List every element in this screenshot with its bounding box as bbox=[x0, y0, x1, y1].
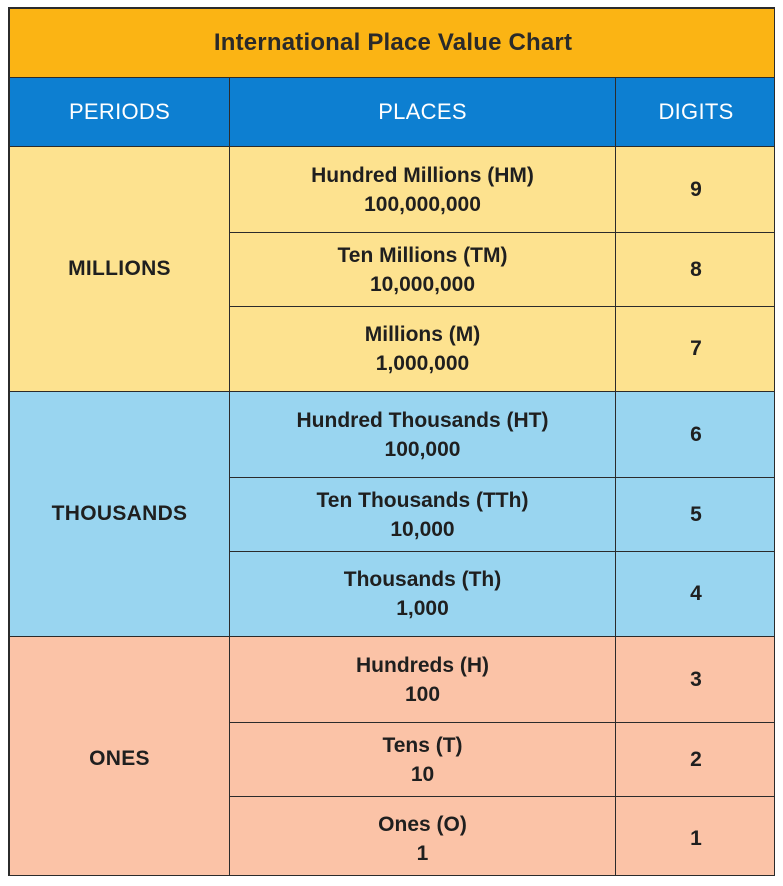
place-value: 10 bbox=[410, 762, 435, 786]
digit-cell: 9 bbox=[616, 147, 776, 233]
place-name: Hundred Millions (HM) bbox=[311, 163, 534, 187]
header-digits: DIGITS bbox=[616, 78, 776, 147]
digit-cell: 4 bbox=[616, 552, 776, 637]
place-value: 100,000,000 bbox=[364, 192, 481, 216]
place-cell bbox=[230, 723, 616, 797]
place-name: Hundred Thousands (HT) bbox=[296, 408, 549, 432]
digit-cell: 6 bbox=[616, 392, 776, 478]
period-ones: ONES bbox=[10, 637, 230, 877]
title-row bbox=[10, 9, 776, 78]
place-value: 1 bbox=[416, 842, 429, 865]
place-cell bbox=[230, 147, 616, 233]
digit-cell: 2 bbox=[616, 723, 776, 797]
digit-cell: 7 bbox=[616, 307, 776, 392]
place-value-chart bbox=[8, 7, 775, 876]
place-value: 100,000 bbox=[384, 437, 461, 461]
place-name: Ten Millions (TM) bbox=[337, 243, 508, 267]
place-cell bbox=[230, 233, 616, 307]
place-name: Tens (T) bbox=[382, 733, 463, 757]
header-places: PLACES bbox=[230, 78, 616, 147]
place-value: 100 bbox=[404, 682, 441, 706]
table-row bbox=[10, 147, 776, 233]
period-thousands: THOUSANDS bbox=[10, 392, 230, 637]
table-row bbox=[10, 637, 776, 723]
header-row bbox=[10, 78, 776, 147]
digit-cell: 3 bbox=[616, 637, 776, 723]
place-name: Ones (O) bbox=[378, 813, 467, 836]
place-value: 1,000 bbox=[396, 597, 449, 620]
place-value: 10,000 bbox=[390, 517, 455, 541]
place-cell bbox=[230, 307, 616, 392]
place-cell bbox=[230, 797, 616, 877]
place-name: Millions (M) bbox=[364, 323, 481, 346]
chart-title: International Place Value Chart bbox=[10, 9, 776, 78]
place-cell bbox=[230, 478, 616, 552]
place-value: 1,000,000 bbox=[375, 352, 470, 375]
digit-cell: 5 bbox=[616, 478, 776, 552]
digit-cell: 1 bbox=[616, 797, 776, 877]
table-row bbox=[10, 392, 776, 478]
place-cell bbox=[230, 552, 616, 637]
place-cell bbox=[230, 637, 616, 723]
period-millions: MILLIONS bbox=[10, 147, 230, 392]
place-cell bbox=[230, 392, 616, 478]
place-name: Hundreds (H) bbox=[356, 653, 489, 677]
place-value: 10,000,000 bbox=[369, 272, 476, 296]
place-name: Thousands (Th) bbox=[343, 568, 502, 591]
digit-cell: 8 bbox=[616, 233, 776, 307]
header-periods: PERIODS bbox=[10, 78, 230, 147]
place-value-table bbox=[9, 8, 775, 876]
place-name: Ten Thousands (TTh) bbox=[316, 488, 529, 512]
